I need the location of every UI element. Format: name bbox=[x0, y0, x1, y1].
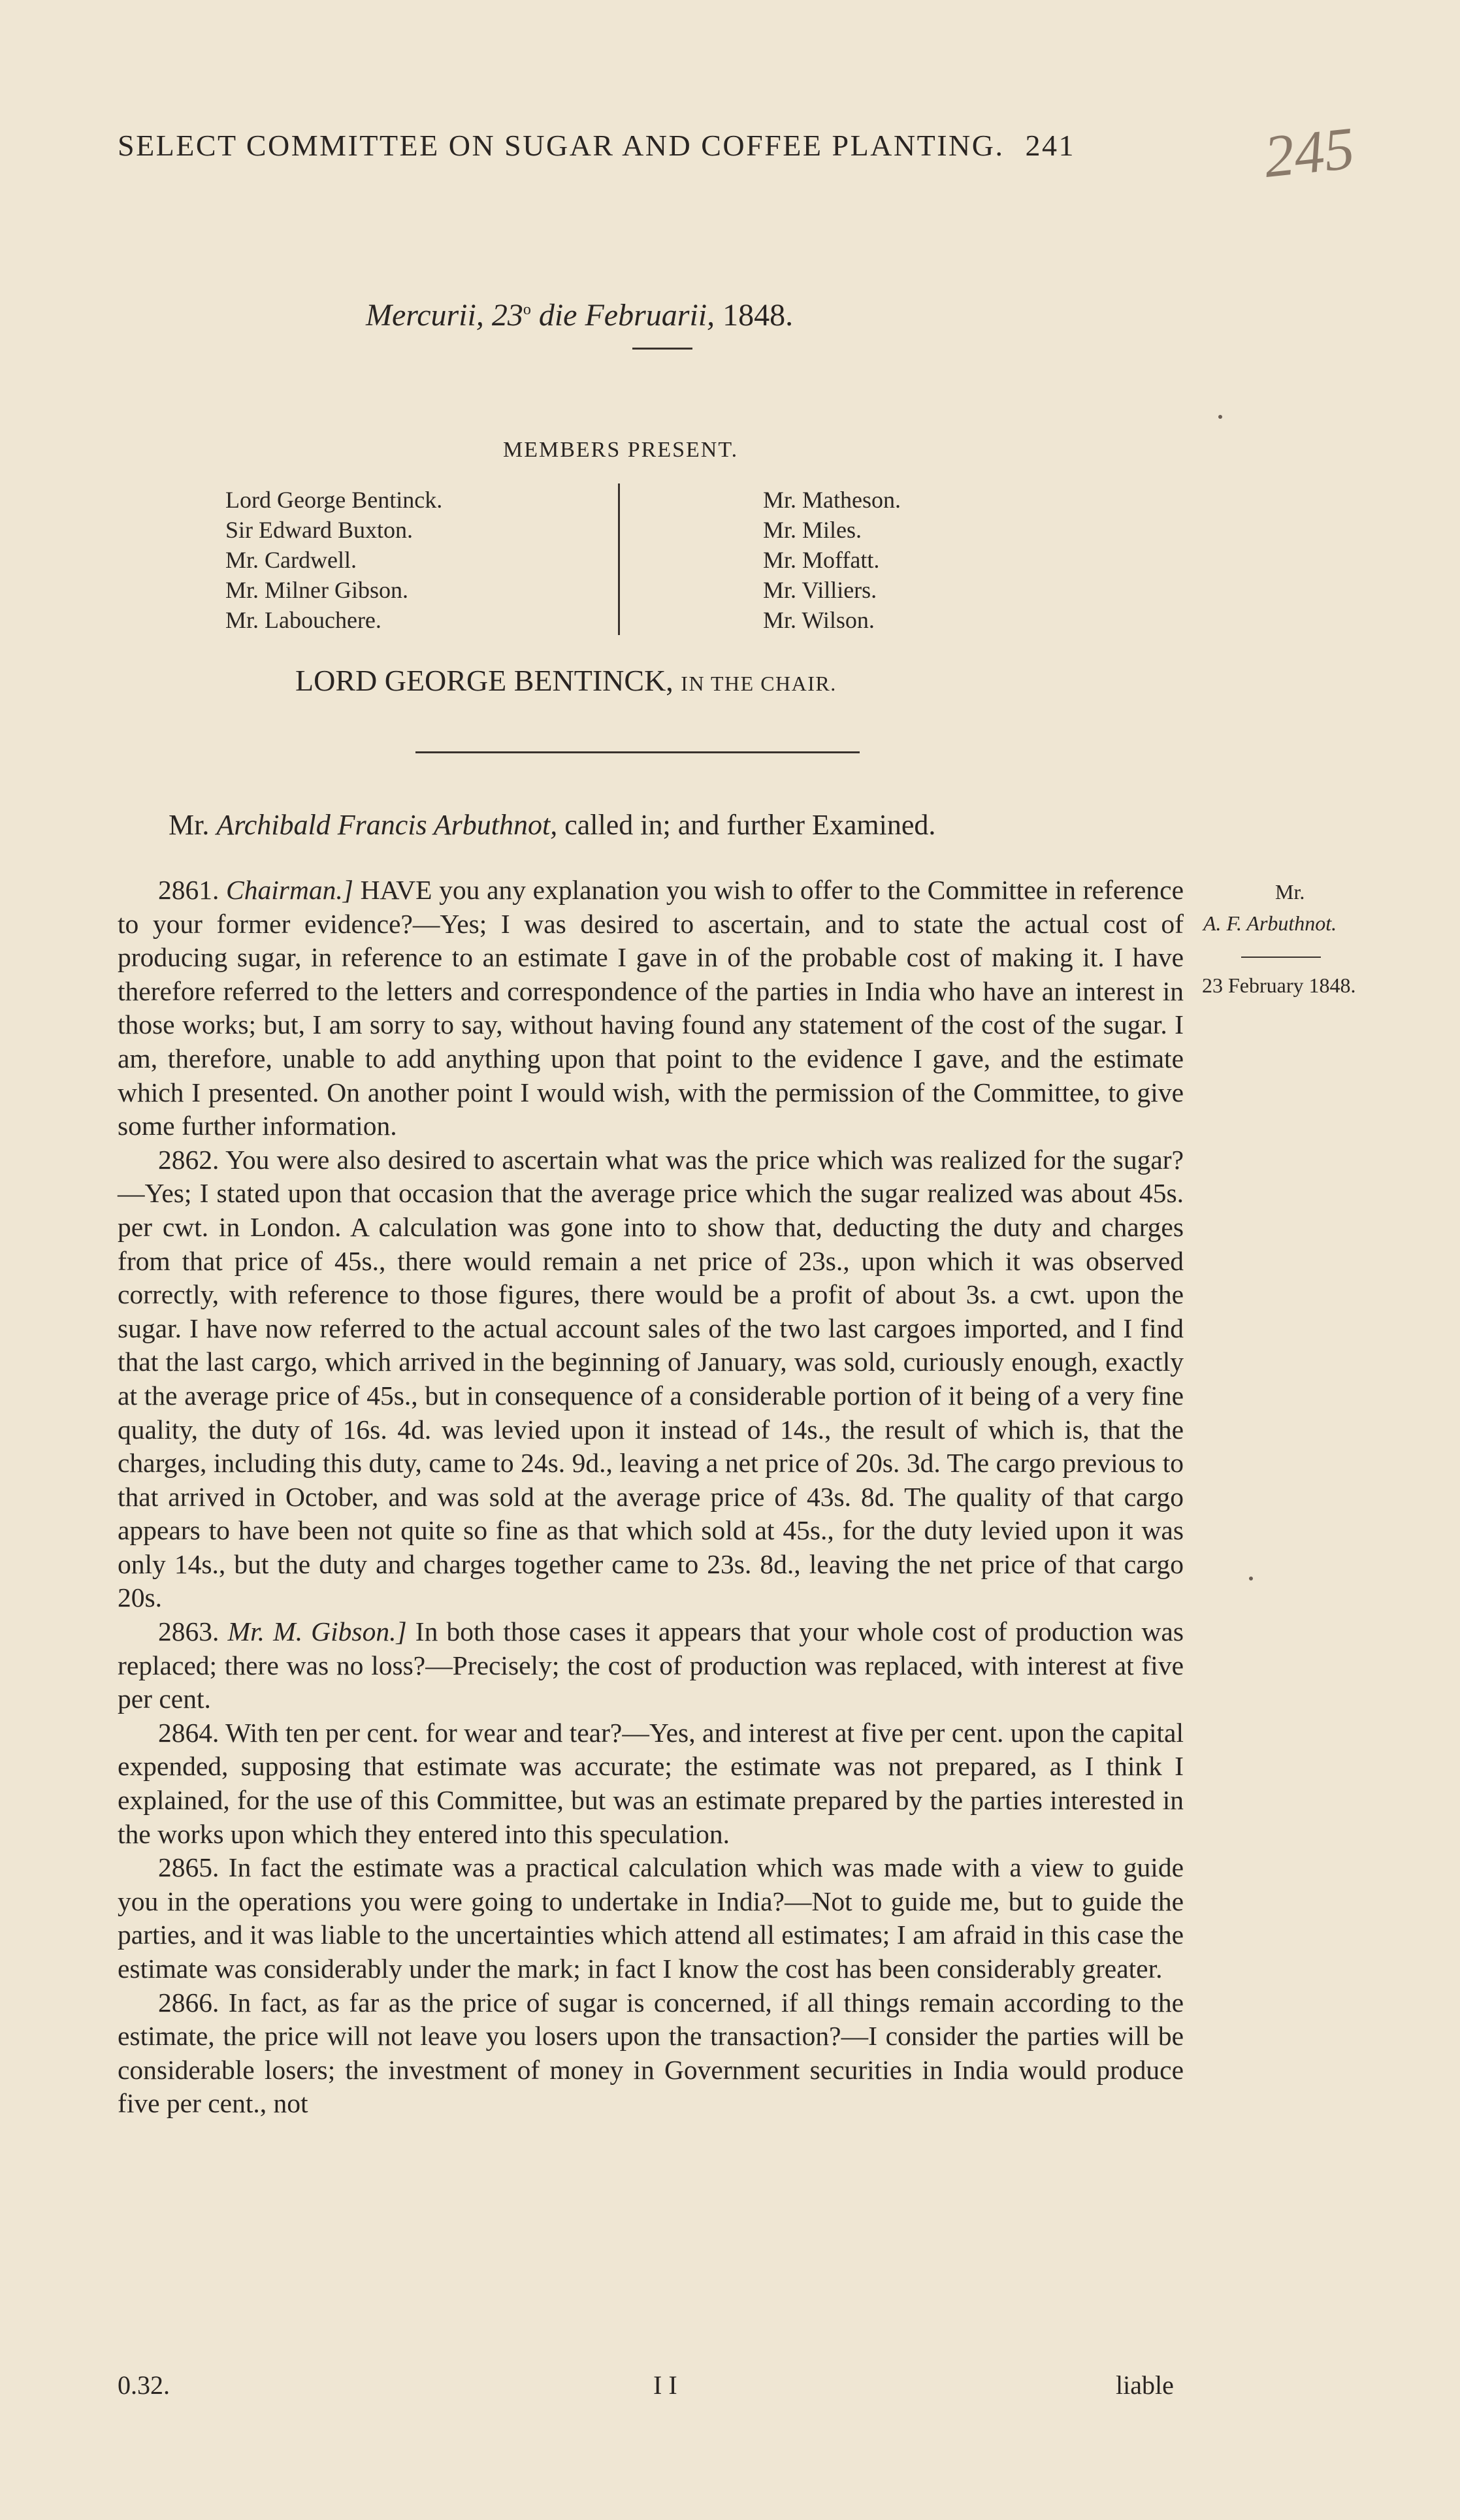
chair-line bbox=[295, 663, 837, 698]
question-number: 2863. bbox=[158, 1616, 219, 1647]
margin-note-title: Mr. bbox=[1275, 880, 1305, 904]
long-divider bbox=[415, 751, 860, 753]
question-paragraph bbox=[118, 1716, 1184, 1851]
member-name: Mr. Matheson. bbox=[763, 487, 901, 513]
paragraph-text: You were also desired to ascertain what was the price which was realized for the sugar?—Yes; I stated upon that occasion that the average price which the sugar realized was about 45s. per cwt. in London. A calculation was gone into to show that, deducting the duty and charges from that price of 45s., there would remain a net price of 23s., upon which it was observed correctly, with reference to those figures, there would be a profit of about 3s. a cwt. upon the sugar. I have now referred to the actual account sales of the two last cargoes imported, and I find that the last cargo, which arrived in the beginning of January, was sold, curiously enough, exactly at the average price of 45s., but in consequence of a considerable portion of it being of a very fine quality, the duty of 16s. 4d. was levied upon it instead of 14s., the result of which is, that the charges, including this duty, came to 24s. 9d., leaving a net price of 20s. 3d. The cargo previous to that arrived in October, and was sold at the average price of 43s. 8d. The quality of that cargo appears to have been not quite so fine as that which sold at 45s., for the duty levied upon it was only 14s., but the duty and charges together came to 23s. 8d., leaving the net price of that cargo 20s. bbox=[118, 1144, 1184, 1613]
paper-speck bbox=[1249, 1577, 1253, 1580]
page-number: 241 bbox=[1025, 129, 1075, 162]
question-number: 2862. bbox=[158, 1144, 219, 1175]
question-paragraph bbox=[118, 1615, 1184, 1716]
question-paragraph bbox=[118, 1143, 1184, 1615]
members-heading: MEMBERS PRESENT. bbox=[503, 438, 739, 462]
member-name: Mr. Moffatt. bbox=[763, 547, 880, 573]
question-paragraph bbox=[118, 874, 1184, 1143]
witness-suffix: called in; and further Examined. bbox=[564, 809, 936, 841]
date-middle: die Februarii, bbox=[530, 298, 715, 333]
paper-speck bbox=[1218, 415, 1222, 419]
speaker: Chairman.] bbox=[226, 875, 353, 905]
member-name: Mr. Wilson. bbox=[763, 607, 875, 633]
paragraph-text: In both those cases it appears that your whole cost of production was replaced; there was no loss?—Precisely; the cost of production was replaced, with interest at five per cent. bbox=[118, 1616, 1184, 1714]
running-head bbox=[118, 128, 1189, 163]
session-date bbox=[366, 297, 1104, 333]
member-name: Mr. Miles. bbox=[763, 517, 862, 543]
footer-signature: 0.32. bbox=[118, 2370, 170, 2400]
paragraph-text: In fact, as far as the price of sugar is concerned, if all things remain according to the estimate, the price will not leave you losers upon the transaction?—I consider the parties will be considerable losers; the investment of money in Government securities in India would produce five per cent., not bbox=[118, 1987, 1184, 2119]
chair-suffix: IN THE CHAIR. bbox=[681, 672, 837, 695]
speaker: Mr. M. Gibson.] bbox=[227, 1616, 407, 1647]
members-column-divider bbox=[618, 483, 620, 635]
date-year: 1848. bbox=[715, 298, 794, 333]
testimony-body bbox=[118, 874, 1184, 2121]
members-list-left bbox=[225, 485, 442, 635]
short-divider bbox=[632, 348, 692, 350]
margin-note-date: 23 February 1848. bbox=[1202, 974, 1356, 997]
member-name: Lord George Bentinck. bbox=[225, 487, 443, 513]
member-name: Mr. Cardwell. bbox=[225, 547, 357, 573]
handwritten-folio-number: 245 bbox=[1261, 114, 1357, 190]
question-paragraph bbox=[118, 1851, 1184, 1986]
paragraph-text: With ten per cent. for wear and tear?—Yes, and interest at five per cent. upon the capital expended, supposing that estimate was accurate; the estimate was not prepared, as I think I explained, for the use of this Committee, but was an estimate prepared by the parties interested in the works upon which they entered into this speculation. bbox=[118, 1717, 1184, 1849]
paragraph-text: In fact the estimate was a practical calculation which was made with a view to guide you in the operations you were going to undertake in India?—Not to guide me, but to guide the parties, and it was liable to the uncertainties which attend all estimates; I am afraid in this case the estimate was considerably under the mark; in fact I know the cost has been considerably greater. bbox=[118, 1852, 1184, 1984]
question-number: 2864. bbox=[158, 1717, 219, 1748]
question-number: 2865. bbox=[158, 1852, 219, 1883]
date-prefix: Mercurii, 23 bbox=[366, 298, 523, 333]
member-name: Mr. Labouchere. bbox=[225, 607, 381, 633]
witness-name: Archibald Francis Arbuthnot, bbox=[216, 809, 558, 841]
date-superscript: o bbox=[523, 301, 531, 318]
member-name: Mr. Villiers. bbox=[763, 577, 877, 603]
question-paragraph bbox=[118, 1986, 1184, 2121]
running-title: SELECT COMMITTEE ON SUGAR AND COFFEE PLANTING. bbox=[118, 129, 1005, 162]
margin-note-witness: A. F. Arbuthnot. bbox=[1203, 911, 1337, 935]
member-name: Mr. Milner Gibson. bbox=[225, 577, 409, 603]
witness-prefix: Mr. bbox=[169, 809, 210, 841]
members-list-right bbox=[763, 485, 901, 635]
footer-catchword: liable bbox=[1116, 2370, 1174, 2400]
question-number: 2866. bbox=[158, 1987, 219, 2018]
margin-rule bbox=[1241, 957, 1321, 958]
witness-line bbox=[169, 808, 935, 842]
question-number: 2861. bbox=[158, 875, 219, 905]
member-name: Sir Edward Buxton. bbox=[225, 517, 413, 543]
paragraph-text: HAVE you any explanation you wish to offer to the Committee in reference to your former evidence?—Yes; I was desired to ascertain, and to state the actual cost of producing sugar, in reference to an estimate I gave in of the probable cost of making it. I have therefore referred to the letters and correspondence of the parties in India who have an interest in those works; but, I am sorry to say, without having found any statement of the cost of the sugar. I am, therefore, unable to add anything upon that point to the evidence I gave, and the estimate which I presented. On another point I would wish, with the permission of the Committee, to give some further information. bbox=[118, 875, 1184, 1141]
chair-name: LORD GEORGE BENTINCK, bbox=[295, 664, 673, 697]
footer-sheet-mark: I I bbox=[653, 2370, 677, 2400]
